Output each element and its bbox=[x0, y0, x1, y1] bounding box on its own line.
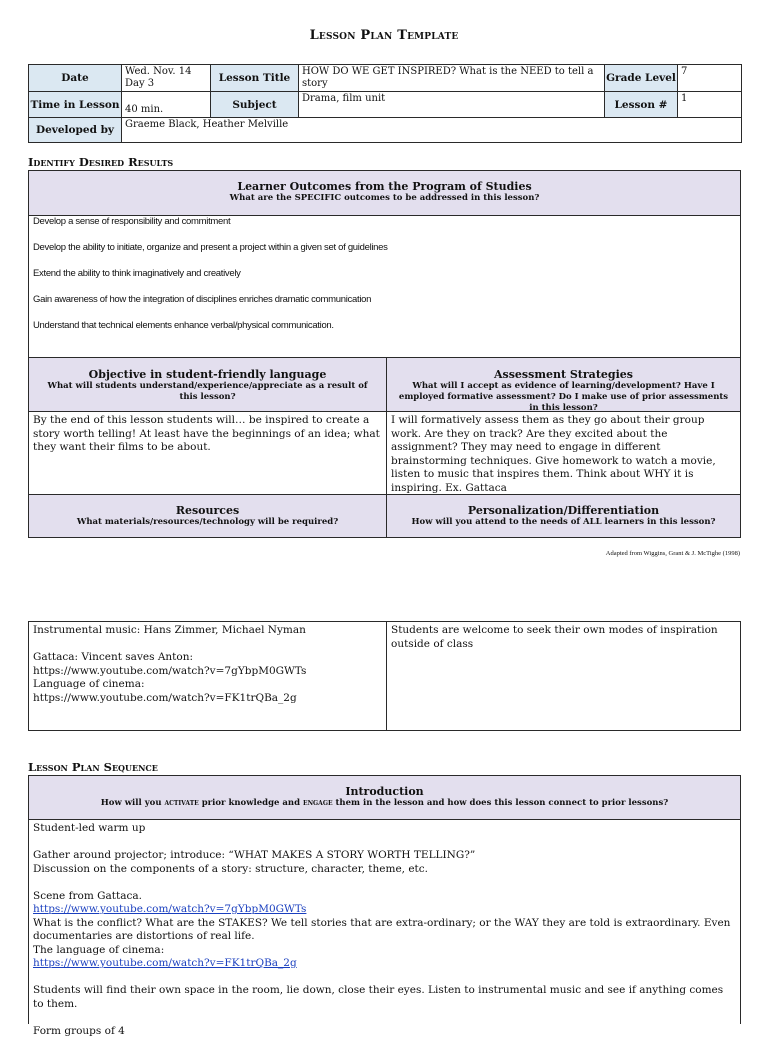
subtitle-part: them in the lesson and how does this lesson connect to prior lessons? bbox=[333, 798, 669, 808]
resources-title: Resources bbox=[29, 504, 386, 517]
assessment-subtitle: What will I accept as evidence of learning/development? Have I employed formative assessment? Do I make use of prior assessments in this lesson? bbox=[387, 381, 740, 414]
personalization-content: Students are welcome to seek their own modes of inspiration outside of class bbox=[386, 621, 741, 731]
resources-subtitle: What materials/resources/technology will be required? bbox=[29, 517, 386, 528]
subject-label: Subject bbox=[211, 92, 299, 118]
personalization-title: Personalization/Differentiation bbox=[387, 504, 740, 517]
resources-line: Gattaca: Vincent saves Anton: bbox=[33, 651, 382, 665]
personalization-header bbox=[386, 494, 741, 538]
outcomes-subtitle: What are the SPECIFIC outcomes to be addressed in this lesson? bbox=[29, 193, 740, 204]
resources-content bbox=[28, 621, 387, 731]
developed-by-label: Developed by bbox=[29, 118, 122, 143]
assessment-text: I will formatively assess them as they go about their group work. Are they on track? Are they excited about the assignment? They may need to engage in different brainstorming techniques. Give homework to watch a movie, listen to music that inspires them. Think about WHY it is inspiring. Ex. Gattaca bbox=[386, 411, 741, 495]
warmup-text: Student-led warm up bbox=[33, 822, 736, 836]
gattaca-link[interactable]: https://www.youtube.com/watch?v=7gYbpM0GWTs bbox=[33, 903, 306, 915]
outcome-item: Develop a sense of responsibility and commitment bbox=[33, 216, 230, 227]
lesson-number-value: 1 bbox=[678, 92, 742, 118]
discussion-text: Discussion on the components of a story: structure, character, theme, etc. bbox=[33, 863, 736, 877]
lesson-title-value: HOW DO WE GET INSPIRED? What is the NEED to tell a story bbox=[299, 65, 605, 92]
resources-line: Instrumental music: Hans Zimmer, Michael Nyman bbox=[33, 624, 382, 638]
introduction-body bbox=[28, 819, 741, 1024]
date-value-line1: Wed. Nov. 14 bbox=[125, 66, 207, 78]
outcome-item: Gain awareness of how the integration of disciplines enriches dramatic communication bbox=[33, 294, 371, 305]
footnote: Adapted from Wiggins, Grant & J. McTighe (1998) bbox=[606, 550, 740, 557]
outcome-item: Understand that technical elements enhance verbal/physical communication. bbox=[33, 320, 334, 331]
objective-text: By the end of this lesson students will… be inspired to create a story worth telling! At least have the beginnings of an idea; what they want their films to be about. bbox=[28, 411, 387, 495]
lesson-plan-sequence-heading: Lesson Plan Sequence bbox=[28, 760, 158, 774]
resources-line[interactable]: https://www.youtube.com/watch?v=FK1trQBa_2g bbox=[33, 692, 382, 706]
scene-text: Scene from Gattaca. bbox=[33, 890, 736, 904]
outcomes-header bbox=[28, 170, 741, 216]
lesson-info-table bbox=[28, 64, 742, 143]
outcomes-body bbox=[28, 215, 741, 358]
time-label: Time in Lesson bbox=[29, 92, 122, 118]
subtitle-activate: activate bbox=[164, 798, 198, 808]
resources-header bbox=[28, 494, 387, 538]
date-value bbox=[122, 65, 211, 92]
lesson-title-label: Lesson Title bbox=[211, 65, 299, 92]
introduction-header bbox=[28, 775, 741, 820]
grade-level-label: Grade Level bbox=[605, 65, 678, 92]
personalization-subtitle: How will you attend to the needs of ALL learners in this lesson? bbox=[387, 517, 740, 528]
cinema-link[interactable]: https://www.youtube.com/watch?v=FK1trQBa_2g bbox=[33, 957, 297, 969]
date-value-line2: Day 3 bbox=[125, 78, 207, 90]
assessment-title: Assessment Strategies bbox=[387, 368, 740, 381]
subtitle-part: How will you bbox=[101, 798, 165, 808]
developed-by-value: Graeme Black, Heather Melville bbox=[122, 118, 742, 143]
resources-blank-line bbox=[33, 638, 382, 652]
subtitle-part: prior knowledge and bbox=[199, 798, 303, 808]
outcomes-title: Learner Outcomes from the Program of Studies bbox=[29, 180, 740, 193]
conflict-text: What is the conflict? What are the STAKES? We tell stories that are extra-ordinary; or the WAY they are told is extraordinary. Even documentaries are distortions of real life. bbox=[33, 917, 736, 944]
find-space-text: Students will find their own space in the room, lie down, close their eyes. Listen to instrumental music and see if anything comes to them. bbox=[33, 984, 736, 1011]
outcome-item: Develop the ability to initiate, organize and present a project within a given set of guidelines bbox=[33, 242, 388, 253]
subtitle-engage: engage bbox=[303, 798, 333, 808]
introduction-title: Introduction bbox=[29, 785, 740, 798]
subject-value: Drama, film unit bbox=[299, 92, 605, 118]
time-value: 40 min. bbox=[122, 92, 211, 118]
outcome-item: Extend the ability to think imaginatively and creatively bbox=[33, 268, 241, 279]
grade-level-value: 7 bbox=[678, 65, 742, 92]
objective-header bbox=[28, 357, 387, 412]
resources-line[interactable]: https://www.youtube.com/watch?v=7gYbpM0GWTs bbox=[33, 665, 382, 679]
identify-desired-results-heading: Identify Desired Results bbox=[28, 155, 173, 169]
objective-title: Objective in student-friendly language bbox=[29, 368, 386, 381]
groups-text: Form groups of 4 bbox=[33, 1025, 736, 1038]
gather-text: Gather around projector; introduce: “WHAT MAKES A STORY WORTH TELLING?” bbox=[33, 849, 736, 863]
resources-line: Language of cinema: bbox=[33, 678, 382, 692]
page-title: Lesson Plan Template bbox=[0, 28, 768, 43]
lesson-number-label: Lesson # bbox=[605, 92, 678, 118]
cinema-text: The language of cinema: bbox=[33, 944, 736, 958]
date-label: Date bbox=[29, 65, 122, 92]
assessment-header bbox=[386, 357, 741, 412]
objective-subtitle: What will students understand/experience/appreciate as a result of this lesson? bbox=[29, 381, 386, 403]
introduction-subtitle bbox=[29, 798, 740, 809]
